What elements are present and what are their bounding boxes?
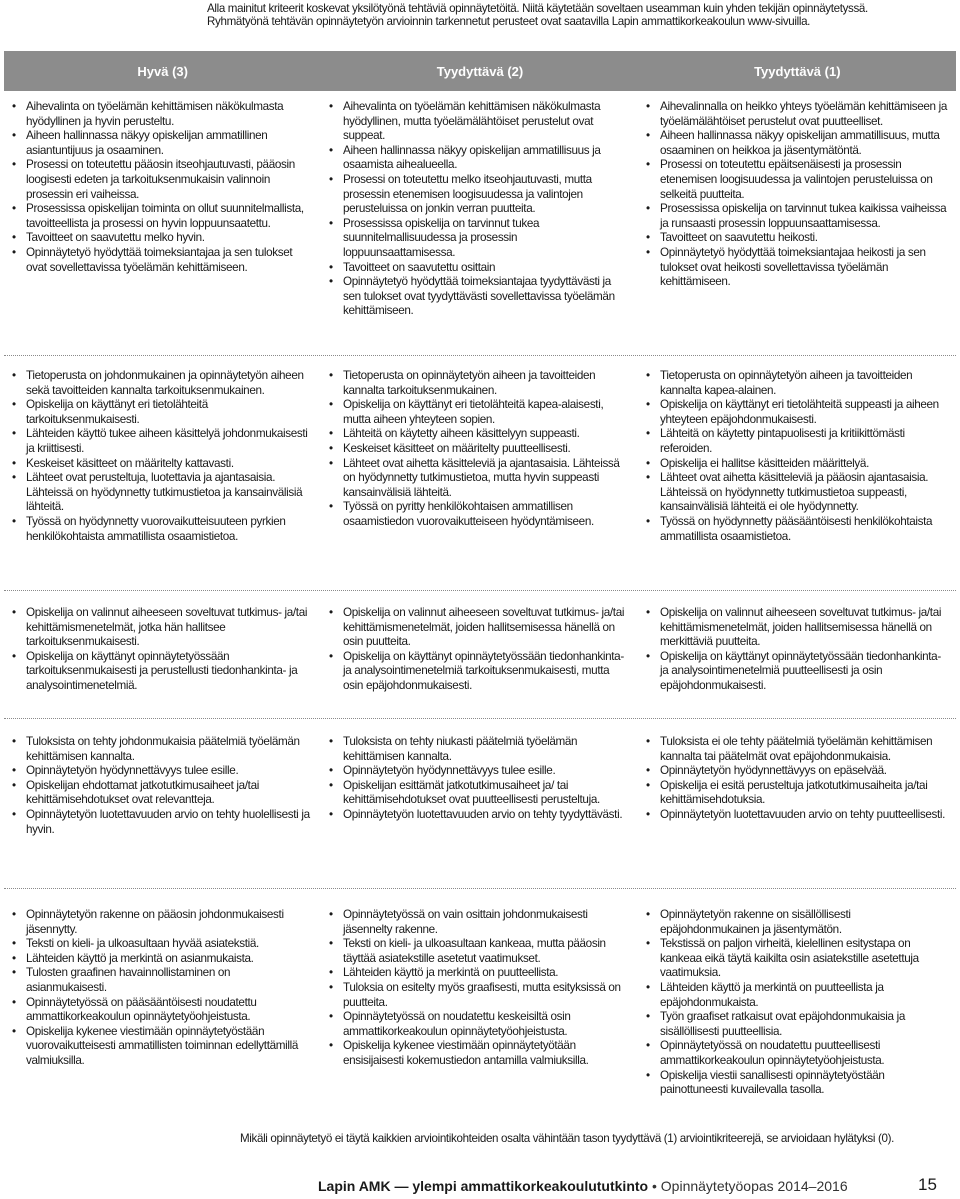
criteria-item: • Prosessissa opiskelijan toiminta on ollut suunnitelmallista, tavoitteellista ja prosessi on hyvin loppuunsaatettu. xyxy=(26,202,313,231)
row-separator xyxy=(4,718,956,719)
criteria-item: • Opinnäytetyö hyödyttää toimeksiantajaa ja sen tulokset ovat sovellettavissa työelämän kehittämiseen. xyxy=(26,246,313,275)
criteria-item: • Aihevalinta on työelämän kehittämisen näkökulmasta hyödyllinen ja hyvin perusteltu. xyxy=(26,100,313,129)
header-satisfactory-1: Tyydyttävä (1) xyxy=(754,63,841,79)
criteria-item: • Lähteiden käyttö tukee aiheen käsittelyä johdonmukaisesti ja kriittisesti. xyxy=(26,427,313,456)
criteria-item: • Opiskelija kykenee viestimään opinnäytetyötään ensisijaisesti kokemustiedon antamilla valmiuksilla. xyxy=(343,1039,630,1068)
criteria-list xyxy=(26,606,313,694)
criteria-item: • Opinnäytetyössä on noudatettu keskeisiltä osin ammattikorkeakoulun opinnäytetyöohjeistusta. xyxy=(343,1010,630,1039)
criteria-list xyxy=(343,606,630,694)
criteria-item: • Prosessi on toteutettu epäitsenäisesti ja prosessin etenemisen loogisuudessa ja valintojen perusteluissa on selkeitä puutteita. xyxy=(660,158,947,202)
criteria-item: • Lähteet ovat aihetta käsitteleviä ja ajantasaisia. Lähteissä on hyödynnetty tutkimustietoa, mutta hyvin suppeasti kansainvälisiä lähteitä. xyxy=(343,457,630,501)
criteria-item: • Lähteiden käyttö ja merkintä on asianmukaista. xyxy=(26,952,313,967)
criteria-cell xyxy=(638,908,955,1098)
criteria-item: • Tietoperusta on opinnäytetyön aiheen ja tavoitteiden kannalta tarkoituksenmukainen. xyxy=(343,369,630,398)
criteria-item: • Työn graafiset ratkaisut ovat epäjohdonmukaisia ja sisällöllisesti puutteellisia. xyxy=(660,1010,947,1039)
footer-dot: • xyxy=(648,1178,661,1194)
criteria-item: • Opinnäytetyön rakenne on sisällöllisesti epäjohdonmukainen ja jäsentymätön. xyxy=(660,908,947,937)
criteria-item: • Lähteet ovat aihetta käsitteleviä ja pääosin ajantasaisia. Lähteissä on hyödynnetty tutkimustietoa suppeasti, kansainvälisiä lähteitä ei ole hyödynnetty. xyxy=(660,471,947,515)
criteria-list xyxy=(660,606,947,694)
criteria-cell xyxy=(4,908,321,1098)
criteria-item: • Tulosten graafinen havainnollistaminen on asianmukaisesti. xyxy=(26,966,313,995)
criteria-item: • Aihevalinnalla on heikko yhteys työelämän kehittämiseen ja työelämälähtöiset perustelut ovat puutteelliset. xyxy=(660,100,947,129)
header-good: Hyvä (3) xyxy=(137,63,188,79)
criteria-item: • Opinnäytetyön luotettavuuden arvio on tehty huolellisesti ja hyvin. xyxy=(26,808,313,837)
criteria-list xyxy=(343,369,630,530)
criteria-item: • Opiskelija on valinnut aiheeseen soveltuvat tutkimus- ja/tai kehittämismenetelmät, jotka hän hallitsee tarkoituksenmukaisesti. xyxy=(26,606,313,650)
criteria-item: • Opiskelijan ehdottamat jatkotutkimusaiheet ja/tai kehittämisehdotukset ovat relevantteja. xyxy=(26,779,313,808)
criteria-item: • Opinnäytetyön luotettavuuden arvio on tehty tyydyttävästi. xyxy=(343,808,630,823)
criteria-cell xyxy=(4,100,321,319)
criteria-item: • Opinnäytetyön hyödynnettävyys tulee esille. xyxy=(26,764,313,779)
criteria-item: • Opinnäytetyössä on vain osittain johdonmukaisesti jäsennelty rakenne. xyxy=(343,908,630,937)
criteria-cell xyxy=(638,100,955,319)
criteria-item: • Opiskelija on valinnut aiheeseen soveltuvat tutkimus- ja/tai kehittämismenetelmät, joiden hallitsemisessa hänellä on osin puutteita. xyxy=(343,606,630,650)
page-footer xyxy=(318,1178,848,1194)
footer-degree: ylempi ammattikorkeakoulututkinto xyxy=(412,1178,649,1194)
criteria-list xyxy=(660,735,947,823)
criteria-item: • Lähteet ovat perusteltuja, luotettavia ja ajantasaisia. Lähteissä on hyödynnetty tutkimustietoa ja kansainvälisiä lähteitä. xyxy=(26,471,313,515)
criteria-cell xyxy=(638,735,955,837)
criteria-row xyxy=(4,369,956,544)
criteria-item: • Tekstissä on paljon virheitä, kielellinen esitystapa on kankeaa eikä täytä kaikilta osin asiatekstille asetettuja vaatimuksia. xyxy=(660,937,947,981)
header-satisfactory-2: Tyydyttävä (2) xyxy=(436,63,524,79)
criteria-item: • Teksti on kieli- ja ulkoasultaan hyvää asiatekstiä. xyxy=(26,937,313,952)
criteria-row xyxy=(4,908,956,1098)
criteria-item: • Tietoperusta on opinnäytetyön aiheen ja tavoitteiden kannalta kapea-alainen. xyxy=(660,369,947,398)
footer-dash: — xyxy=(390,1178,413,1194)
criteria-item: • Opinnäytetyön hyödynnettävyys on epäselvää. xyxy=(660,764,947,779)
criteria-item: • Opinnäytetyössä on pääsääntöisesti noudatettu ammattikorkeakoulun opinnäytetyöohjeistusta. xyxy=(26,996,313,1025)
criteria-item: • Opiskelija on käyttänyt opinnäytetyössään tarkoituksenmukaisesti ja perustellusti tiedonhankinta- ja analysointimenetelmiä. xyxy=(26,650,313,694)
criteria-cell xyxy=(321,606,638,694)
criteria-item: • Prosessissa opiskelija on tarvinnut tukea kaikissa vaiheissa ja runsaasti prosessin loppuunsaattamisessa. xyxy=(660,202,947,231)
criteria-cell xyxy=(4,369,321,544)
criteria-list xyxy=(26,369,313,544)
criteria-list xyxy=(343,100,630,319)
criteria-item: • Tavoitteet on saavutettu heikosti. xyxy=(660,231,947,246)
criteria-item: • Opinnäytetyön rakenne on pääosin johdonmukaisesti jäsennytty. xyxy=(26,908,313,937)
criteria-item: • Tuloksia on esitelty myös graafisesti, mutta esityksissä on puutteita. xyxy=(343,981,630,1010)
criteria-item: • Tavoitteet on saavutettu osittain xyxy=(343,261,630,276)
footnote: Mikäli opinnäytetyö ei täytä kaikkien arviointikohteiden osalta vähintään tason tyydyttävä (1) arviointikriteerejä, se arvioidaan hylätyksi (0). xyxy=(240,1132,894,1145)
row-separator xyxy=(4,590,956,591)
criteria-item: • Opiskelija ei hallitse käsitteiden määrittelyä. xyxy=(660,457,947,472)
footer-org: Lapin AMK xyxy=(318,1178,391,1194)
criteria-cell xyxy=(321,735,638,837)
criteria-item: • Lähteiden käyttö ja merkintä on puutteellista. xyxy=(343,966,630,981)
intro-text xyxy=(207,2,955,28)
criteria-cell xyxy=(4,735,321,837)
intro-line: Alla mainitut kriteerit koskevat yksilötyönä tehtäviä opinnäytetöitä. Niitä käytetään soveltaen useamman kuin yhden tekijän opinnäytetyssä. xyxy=(207,2,868,15)
criteria-cell xyxy=(321,100,638,319)
criteria-row xyxy=(4,606,956,694)
page-number: 15 xyxy=(918,1175,937,1194)
criteria-cell xyxy=(638,369,955,544)
criteria-item: • Opiskelija on käyttänyt eri tietolähteitä suppeasti ja aiheen yhteyteen epäjohdonmukaisesti. xyxy=(660,398,947,427)
criteria-item: • Opinnäytetyön hyödynnettävyys tulee esille. xyxy=(343,764,630,779)
criteria-list xyxy=(26,100,313,275)
criteria-item: • Työssä on hyödynnetty vuorovaikutteisuuteen pyrkien henkilökohtaista ammatillista osaamistietoa. xyxy=(26,515,313,544)
criteria-item: • Tavoitteet on saavutettu melko hyvin. xyxy=(26,231,313,246)
criteria-item: • Aiheen hallinnassa näkyy opiskelijan ammatillinen asiantuntijuus ja osaaminen. xyxy=(26,129,313,158)
criteria-item: • Työssä on pyritty henkilökohtaisen ammatillisen osaamistiedon vuorovaikutteiseen hyödyntämiseen. xyxy=(343,500,630,529)
criteria-item: • Aihevalinta on työelämän kehittämisen näkökulmasta hyödyllinen, mutta työelämälähtöiset perustelut ovat suppeat. xyxy=(343,100,630,144)
criteria-list xyxy=(343,735,630,823)
criteria-list xyxy=(26,735,313,837)
criteria-list xyxy=(343,908,630,1069)
criteria-row xyxy=(4,100,956,319)
criteria-item: • Opiskelija on käyttänyt opinnäytetyössään tiedonhankinta- ja analysointimenetelmiä puutteellisesti ja osin epäjohdonmukaisesti. xyxy=(660,650,947,694)
criteria-cell xyxy=(321,369,638,544)
criteria-item: • Tuloksista ei ole tehty päätelmiä työelämän kehittämisen kannalta tai päätelmät ovat epäjohdonmukaisia. xyxy=(660,735,947,764)
criteria-item: • Lähteitä on käytetty pintapuolisesti ja kritiikittömästi referoiden. xyxy=(660,427,947,456)
row-separator xyxy=(4,355,956,356)
criteria-item: • Keskeiset käsitteet on määritelty kattavasti. xyxy=(26,457,313,472)
criteria-item: • Opiskelija ei esitä perusteltuja jatkotutkimusaiheita ja/tai kehittämisehdotuksia. xyxy=(660,779,947,808)
criteria-cell xyxy=(638,606,955,694)
criteria-list xyxy=(660,908,947,1098)
criteria-item: • Lähteiden käyttö ja merkintä on puutteellista ja epäjohdonmukaista. xyxy=(660,981,947,1010)
criteria-item: • Opiskelija on käyttänyt eri tietolähteitä tarkoituksenmukaisesti. xyxy=(26,398,313,427)
criteria-item: • Prosessi on toteutettu melko itseohjautuvasti, mutta prosessin etenemisen loogisuudessa ja valintojen perusteluissa on jonkin verran puutteita. xyxy=(343,173,630,217)
criteria-item: • Opinnäytetyön luotettavuuden arvio on tehty puutteellisesti. xyxy=(660,808,947,823)
criteria-row xyxy=(4,735,956,837)
criteria-item: • Prosessissa opiskelija on tarvinnut tukea suunnitelmallisuudessa ja prosessin loppuunsaattamisessa. xyxy=(343,217,630,261)
criteria-item: • Keskeiset käsitteet on määritelty puutteellisesti. xyxy=(343,442,630,457)
criteria-item: • Aiheen hallinnassa näkyy opiskelijan ammatillisuus ja osaamista aihealueella. xyxy=(343,144,630,173)
criteria-item: • Opiskelija kykenee viestimään opinnäytetyöstään vuorovaikutteisesti ammatillisten toiminnan edellyttämillä valmiuksilla. xyxy=(26,1025,313,1069)
criteria-item: • Opinnäytetyö hyödyttää toimeksiantajaa heikosti ja sen tulokset ovat heikosti sovellettavissa työelämän kehittämiseen. xyxy=(660,246,947,290)
criteria-list xyxy=(26,908,313,1069)
footer-guide: Opinnäytetyöopas 2014–2016 xyxy=(660,1178,848,1194)
criteria-item: • Opiskelija viestii sanallisesti opinnäytetyöstään painottuneesti kuvailevalla tasolla. xyxy=(660,1069,947,1098)
criteria-item: • Opiskelijan esittämät jatkotutkimusaiheet ja/ tai kehittämisehdotukset ovat puutteellisesti perusteltuja. xyxy=(343,779,630,808)
criteria-item: • Opinnäytetyö hyödyttää toimeksiantajaa tyydyttävästi ja sen tulokset ovat tyydyttävästi sovellettavissa työelämän kehittämiseen. xyxy=(343,275,630,319)
criteria-item: • Opiskelija on käyttänyt eri tietolähteitä kapea-alaisesti, mutta aiheen yhteyteen sopien. xyxy=(343,398,630,427)
criteria-item: • Teksti on kieli- ja ulkoasultaan kankeaa, mutta pääosin täyttää asiatekstille asetetut vaatimukset. xyxy=(343,937,630,966)
criteria-item: • Prosessi on toteutettu pääosin itseohjautuvasti, pääosin loogisesti edeten ja tarkoituksenmukaisin valinnoin prosessin eri vaiheissa. xyxy=(26,158,313,202)
row-separator xyxy=(4,888,956,889)
criteria-item: • Opiskelija on käyttänyt opinnäytetyössään tiedonhankinta- ja analysointimenetelmiä tarkoituksenmukaisesti, mutta osin epäjohdonmukaisesti. xyxy=(343,650,630,694)
criteria-item: • Tuloksista on tehty niukasti päätelmiä työelämän kehittämisen kannalta. xyxy=(343,735,630,764)
criteria-item: • Työssä on hyödynnetty pääsääntöisesti henkilökohtaista ammatillista osaamistietoa. xyxy=(660,515,947,544)
criteria-item: • Lähteitä on käytetty aiheen käsittelyyn suppeasti. xyxy=(343,427,630,442)
criteria-cell xyxy=(4,606,321,694)
criteria-list xyxy=(660,369,947,544)
criteria-item: • Opinnäytetyössä on noudatettu puutteellisesti ammattikorkeakoulun opinnäytetyöohjeistusta. xyxy=(660,1039,947,1068)
criteria-item: • Aiheen hallinnassa näkyy opiskelijan ammatillisuus, mutta osaaminen on heikkoa ja jäsentymätöntä. xyxy=(660,129,947,158)
criteria-item: • Tuloksista on tehty johdonmukaisia päätelmiä työelämän kehittämisen kannalta. xyxy=(26,735,313,764)
intro-line: Ryhmätyönä tehtävän opinnäytetyön arvioinnin tarkennetut perusteet ovat saatavilla Lapin ammattikorkeakoulun www-sivuilla. xyxy=(207,15,811,28)
criteria-list xyxy=(660,100,947,290)
criteria-cell xyxy=(321,908,638,1098)
criteria-item: • Opiskelija on valinnut aiheeseen soveltuvat tutkimus- ja/tai kehittämismenetelmät, joiden hallitsemisessa hänellä on merkittäviä puutteita. xyxy=(660,606,947,650)
criteria-item: • Tietoperusta on johdonmukainen ja opinnäytetyön aiheen sekä tavoitteiden kannalta tarkoituksenmukainen. xyxy=(26,369,313,398)
criteria-header xyxy=(4,51,956,91)
